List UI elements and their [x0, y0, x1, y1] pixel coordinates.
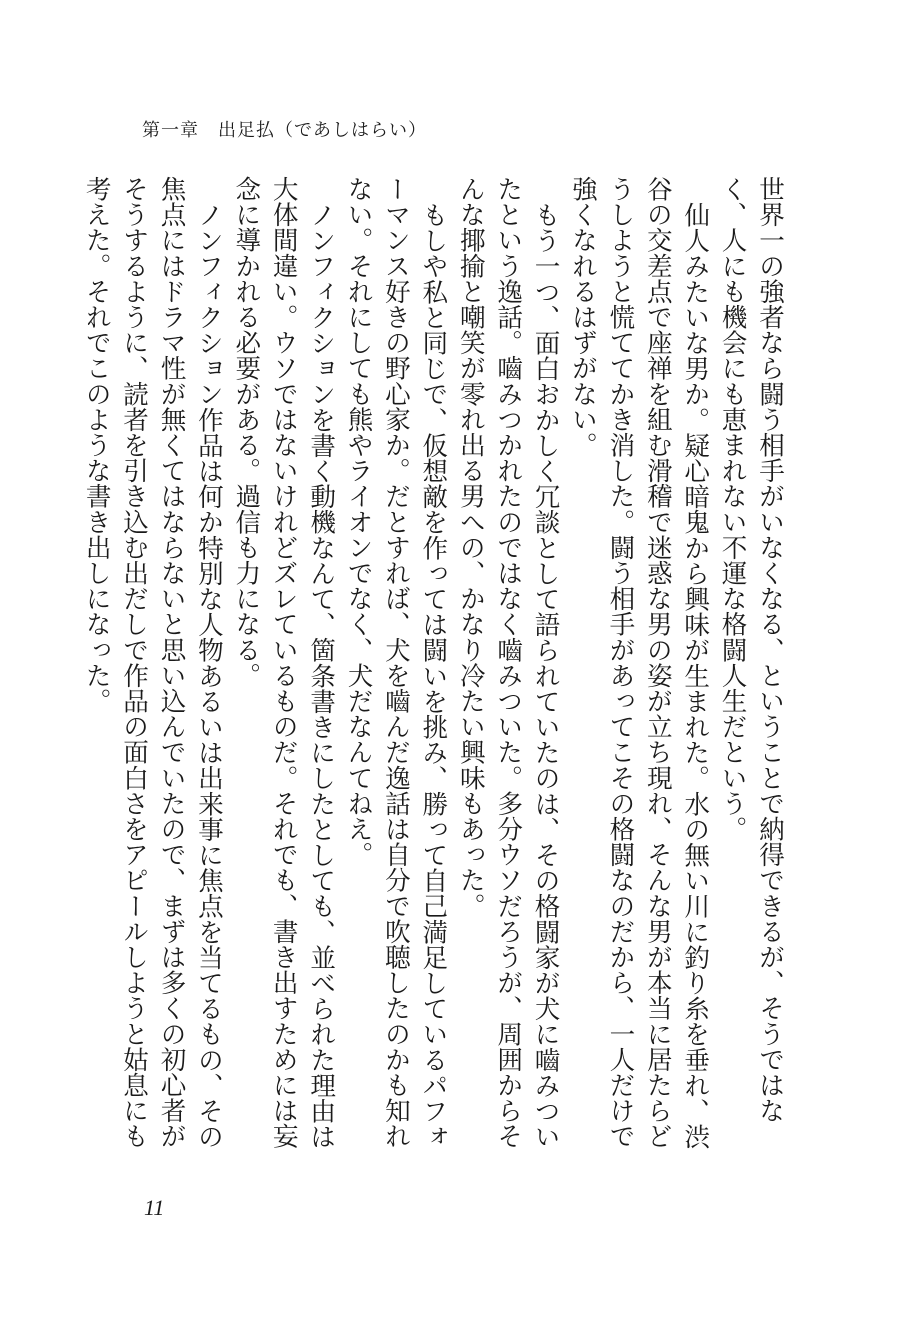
paragraph-3: もう一つ、面白おかしく冗談として語られていたのは、その格闘家が犬に嚙みついたという逸話。嚙みつかれたのではなく嚙みついた。多分ウソだろうが、周囲からそんな揶揄と嘲笑が零れ出る男への、かなり冷たい興味もあった。	[455, 176, 561, 1149]
body-text	[81, 176, 788, 1166]
chapter-running-head: 第一章 出足払（であしはらい）	[142, 120, 427, 141]
paragraph-2: 仙人みたいな男か。疑心暗鬼から興味が生まれた。水の無い川に釣り糸を垂れ、渋谷の交差点で座禅を組む滑稽で迷惑な男の姿が立ち現れ、そんな男が本当に居たらどうしようと慌ててかき消した。闘う相手があってこその格闘なのだから、一人だけで強くなれるはずがない。	[567, 176, 711, 1149]
paragraph-1: 世界一の強者なら闘う相手がいなくなる、ということで納得できるが、そうではなく、人にも機会にも恵まれない不運な格闘人生だという。	[717, 176, 785, 1124]
paragraph-5: ノンフィクションを書く動機なんて、箇条書きにしたとしても、並べられた理由は大体間違い。ウソではないけれどズレているものだ。それでも、書き出すためには妄念に導かれる必要がある。過信も力になる。	[231, 176, 337, 1149]
paragraph-4: もしや私と同じで、仮想敵を作っては闘いを挑み、勝って自己満足しているパフォーマンス好きの野心家か。だとすれば、犬を嚙んだ逸話は自分で吹聴したのかも知れない。それにしても熊やライオンでなく、犬だなんてねえ。	[343, 176, 449, 1149]
page-number: 11	[144, 1195, 165, 1220]
paragraph-6: ノンフィクション作品は何か特別な人物あるいは出来事に焦点を当てるもの、その焦点にはドラマ性が無くてはならないと思い込んでいたので、まずは多くの初心者がそうするように、読者を引き込む出だしで作品の面白さをアピールしようと姑息にも考えた。それでこのような書き出しになった。	[81, 176, 224, 1149]
